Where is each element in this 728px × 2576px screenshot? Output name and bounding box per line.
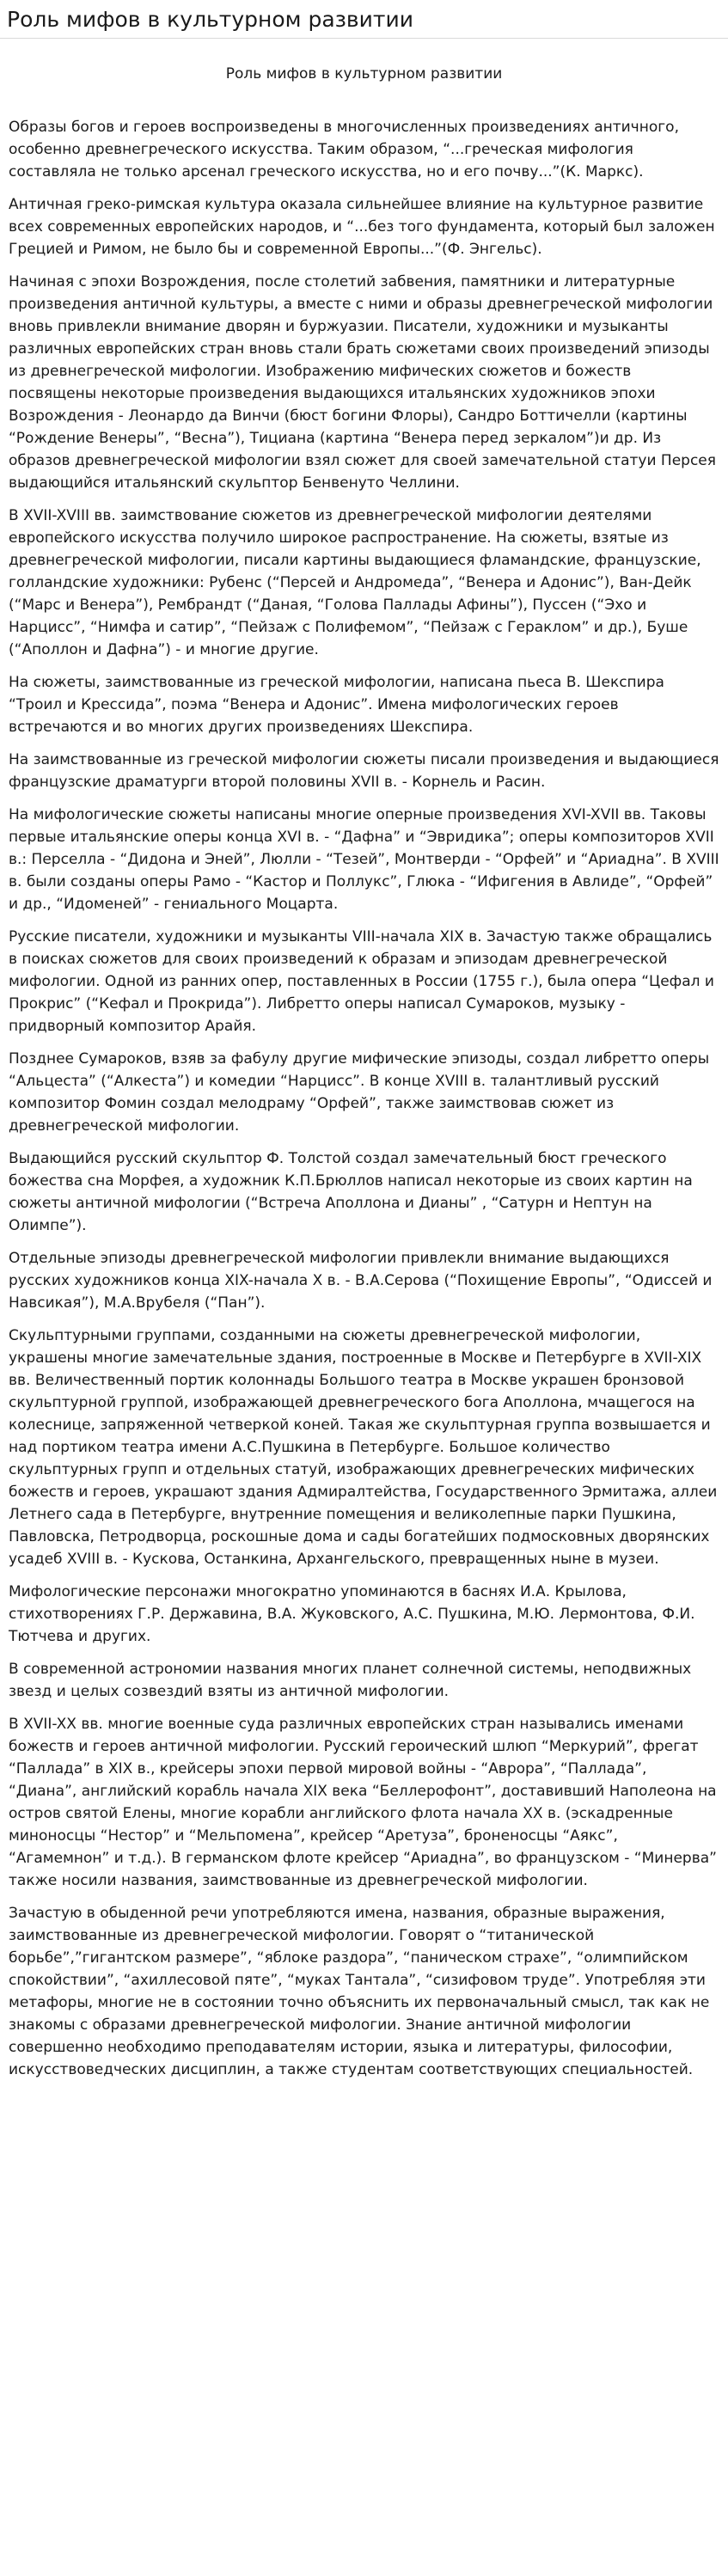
article-paragraph: На сюжеты, заимствованные из греческой мифологии, написана пьеса В. Шекспира “Троил и Крессида”, поэма “Венера и Адонис”. Имена мифологических героев встречаются и во многих других произведениях Шекспира.	[9, 674, 664, 736]
page-title: Роль мифов в культурном развитии	[7, 6, 413, 32]
article-paragraph: На заимствованные из греческой мифологии сюжеты писали произведения и выдающиеся французские драматурги второй половины XVII в. - Корнель и Расин.	[9, 751, 719, 791]
article-paragraph: Мифологические персонажи многократно упоминаются в баснях И.А. Крылова, стихотворениях Г.Р. Державина, В.А. Жуковского, А.С. Пушкина, М.Ю. Лермонтова, Ф.И. Тютчева и других.	[9, 1583, 695, 1645]
article-paragraph: Выдающийся русский скульптор Ф. Толстой создал замечательный бюст греческого божества сна Морфея, а художник К.П.Брюллов написал некоторые из своих картин на сюжеты античной мифологии (“Встреча Аполлона и Дианы” , “Сатурн и Нептун на Олимпе”).	[9, 1150, 693, 1234]
article	[0, 63, 728, 2081]
article-paragraph: В XVII-XVIII вв. заимствование сюжетов из древнегреческой мифологии деятелями европейского искусства получило широкое распространение. На сюжеты, взятые из древнегреческой мифологии, писали картины выдающиеся фламандские, французские, голландские художники: Рубенс (“Персей и Андромеда”, “Венера и Адонис”), Ван-Дейк (“Марс и Венера”), Рембрандт (“Даная, “Голова Паллады Афины”), Пуссен (“Эхо и Нарцисс”, “Нимфа и сатир”, “Пейзаж с Полифемом”, “Пейзаж с Гераклом” и др.), Буше (“Аполлон и Дафна”) - и многие другие.	[9, 507, 701, 658]
article-paragraph: Русские писатели, художники и музыканты VIII-начала XIX в. Зачастую также обращались в поисках сюжетов для своих произведений к образам и эпизодам древнегреческой мифологии. Одной из ранних опер, поставленных в России (1755 г.), была опера “Цефал и Прокрис” (“Кефал и Прокрида”). Либретто оперы написал Сумароков, музыку - придворный композитор Арайя.	[9, 928, 714, 1035]
article-paragraph: В XVII-XX вв. многие военные суда различных европейских стран назывались именами божеств и героев античной мифологии. Русский героический шлюп “Меркурий”, фрегат “Паллада” в XIX в., крейсеры эпохи первой мировой войны - “Аврора”, “Паллада”, “Диана”, английский корабль начала XIX века “Беллерофонт”, доставивший Наполеона на остров святой Елены, многие корабли английского флота начала XX в. (эскадренные миноносцы “Нестор” и “Мельпомена”, крейсер “Аретуза”, броненосцы “Аякс”, “Агамемнон” и т.д.). В германском флоте крейсер “Ариадна”, во французском - “Минерва” также носили названия, заимствованные из древнегреческой мифологии.	[9, 1716, 717, 1889]
article-paragraph: В современной астрономии названия многих планет солнечной системы, неподвижных звезд и целых созвездий взяты из античной мифологии.	[9, 1661, 692, 1700]
article-paragraph: Античная греко-римская культура оказала сильнейшее влияние на культурное развитие всех современных европейских народов, и “...без того фундамента, который был заложен Грецией и Римом, не было бы и современной Европы...”(Ф. Энгельс).	[9, 196, 715, 258]
article-paragraph: Отдельные эпизоды древнегреческой мифологии привлекли внимание выдающихся русских художников конца XIX-начала X в. - В.А.Серова (“Похищение Европы”, “Одиссей и Навсикая”), М.А.Врубеля (“Пан”).	[9, 1250, 713, 1312]
article-paragraph: Начиная с эпохи Возрождения, после столетий забвения, памятники и литературные произведения античной культуры, а вместе с ними и образы древнегреческой мифологии вновь привлекли внимание дворян и буржуазии. Писатели, художники и музыканты различных европейских стран вновь стали брать сюжетами своих произведений эпизоды из древнегреческой мифологии. Изображению мифических сюжетов и божеств посвящены некоторые произведения выдающихся итальянских художников эпохи Возрождения - Леонардо да Винчи (бюст богини Флоры), Сандро Боттичелли (картины “Рождение Венеры”, “Весна”), Тициана (картина “Венера перед зеркалом”)и др. Из образов древнегреческой мифологии взял сюжет для своей замечательной статуи Персея выдающийся итальянский скульптор Бенвенуто Челлини.	[9, 273, 716, 492]
article-paragraph: Позднее Сумароков, взяв за фабулу другие мифические эпизоды, создал либретто оперы “Альцеста” (“Алкеста”) и комедии “Нарцисс”. В конце XVIII в. талантливый русский композитор Фомин создал мелодраму “Орфей”, также заимствовав сюжет из древнегреческой мифологии.	[9, 1050, 710, 1135]
page-header	[0, 0, 728, 39]
article-paragraph: Образы богов и героев воспроизведены в многочисленных произведениях античного, особенно древнегреческого искусства. Таким образом, “...греческая мифология составляла не только арсенал греческого искусства, но и его почву...”(К. Маркс).	[9, 119, 679, 181]
article-paragraph: Скульптурными группами, созданными на сюжеты древнегреческой мифологии, украшены многие замечательные здания, построенные в Москве и Петербурге в XVII-XIX вв. Величественный портик колоннады Большого театра в Москве украшен бронзовой скульптурной группой, изображающей древнегреческого бога Аполлона, мчащегося на колеснице, запряженной четверкой коней. Такая же скульптурная группа возвышается и над портиком театра имени А.С.Пушкина в Петербурге. Большое количество скульптурных групп и отдельных статуй, изображающих древнегреческих мифических божеств и героев, украшают здания Адмиралтейства, Государственного Эрмитажа, аллеи Летнего сада в Петербурге, внутренние помещения и великолепные парки Пушкина, Павловска, Петродворца, роскошные дома и сады богатейших подмосковных дворянских усадеб XVIII в. - Кускова, Останкина, Архангельского, превращенных ныне в музеи.	[9, 1327, 718, 1568]
spacer	[9, 92, 719, 116]
article-paragraph: Зачастую в обыденной речи употребляются имена, названия, образные выражения, заимствованные из древнегреческой мифологии. Говорят о “титаническoй борьбе”,”гигантском размере”, “яблоке раздора”, “паническом страхе”, “олимпийском спокойствии”, “ахиллесовой пяте”, “муках Тантала”, “сизифовом труде”. Употребляя эти метафоры, многие не в состоянии точно объяснить их первоначальный смысл, так как не знакомы с образами древнегреческой мифологии. Знание античной мифологии совершенно необходимо преподавателям истории, языка и литературы, философии, искусствоведческих дисциплин, а также студентам соответствующих специальностей.	[9, 1905, 710, 2078]
article-paragraph: На мифологические сюжеты написаны многие оперные произведения XVI-XVII вв. Таковы первые итальянские оперы конца XVI в. - “Дафна” и “Эвридика”; оперы композиторов XVII в.: Перселла - “Дидона и Эней”, Люлли - “Тезей”, Монтверди - “Орфей” и “Ариадна”. В XVIII в. были созданы оперы Рамо - “Кастор и Поллукс”, Глюка - “Ифигения в Авлиде”, “Орфей” и др., “Идоменей” - гениального Моцарта.	[9, 806, 719, 913]
article-subtitle: Роль мифов в культурном развитии	[225, 65, 503, 83]
